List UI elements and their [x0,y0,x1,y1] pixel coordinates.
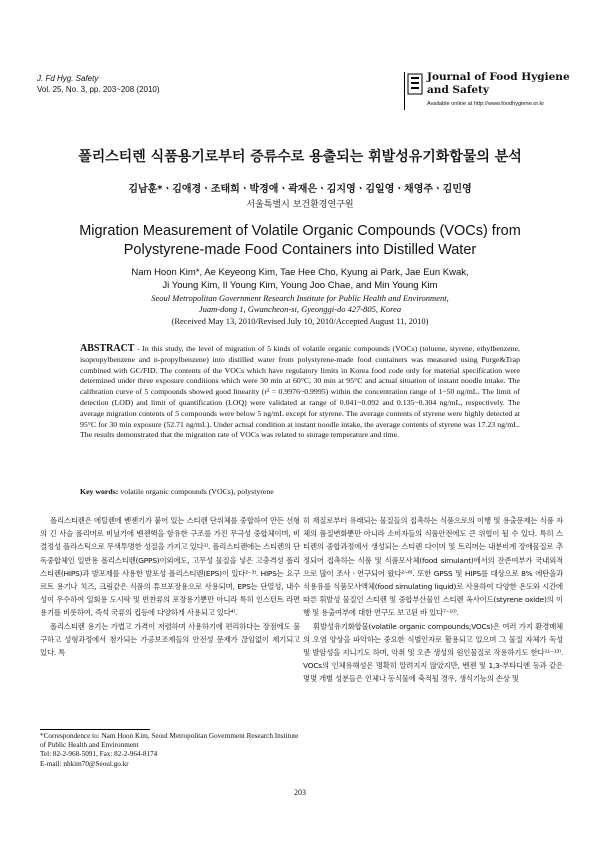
footnote-line2: Tel: 82-2-968-5091, Fax: 82-2-964-8174 [40,750,158,759]
journal-name [427,71,570,97]
correspondence-footnote [40,732,302,769]
journal-abbrev: J. Fd Hyg. Safety [37,74,99,83]
body-paragraph: 폴리스티렌은 에틸렌에 벤젠기가 붙어 있는 스티렌 단위체를 중합하여 만든 선형의 긴 사슬 폴리머로 비닐기에 벤젠핵을 함유한 구조를 가진 무극성 중합체이며, 비결정성 플라스틱으로 무색투명한 성질을 가지고 있다¹⁾. 폴리스티렌에는 스티렌의 단독중합체인 일반용 폴리스티렌(GPPS)이외에도, 고무성 물질을 넣은 고충격성 폴리스티렌(HIPS)과 발포제를 사용한 발포성 폴리스티렌(EPS)이 있다²⁻³⁾. HIPS는 요구르트 용기나 치즈, 크림같은 식품의 튜브포장용으로 사용되며, EPS는 단열성, 내수성이 우수하여 일회용 도시락 및 반찬류의 포장용기뿐만 아니라 특히 인스턴트 라면 용기를 비롯하여, 즉석 국류의 컵등에 다양하게 사용되고 있다⁴⁾. [40,516,300,618]
english-authors [0,266,600,292]
english-authors-line1: Nam Hoon Kim*, Ae Keyeong Kim, Tae Hee Cho, Kyung ai Park, Jae Eun Kwak, [131,267,469,278]
journal-name-line1: Journal of Food Hygiene [427,71,570,83]
korean-title: 폴리스티렌 식품용기로부터 증류수로 용출되는 휘발성유기화합물의 분석 [78,149,522,165]
volume-info: Vol. 25, No. 3, pp. 203~208 (2010) [37,85,160,94]
footnote-email: E-mail: nhkim70@Seoul.go.kr [40,759,129,768]
english-authors-line2: Ji Young Kim, Il Young Kim, Young Joo Chae, and Min Young Kim [162,280,438,291]
english-affil-line2: Juam-dong 1, Gwancheon-si, Gyeonggi-do 427-805, Korea [198,304,402,314]
body-column-right [303,514,563,686]
english-affil-line1: Seoul Metropolitan Government Research Institute for Public Health and Environment, [151,293,449,303]
korean-authors: 김남훈*ㆍ김애경ㆍ조태희ㆍ박경애ㆍ곽재은ㆍ김지영ㆍ김일영ㆍ채영주ㆍ김민영 [128,184,472,195]
abstract-heading: ABSTRACT [80,343,135,354]
abstract-text: - In this study, the level of migration of 5 kinds of volatile organic compounds (VOCs) (toluene, styrene, ethylbenzene, isopropylbenzene and n-propylbenzene) into distilled water from polystyrene-made food containers was measured using Purge&Trap combined with GC/FID. The contents of the VOCs which have regulatory limits in Korea food code only for material specification were determined under three exposure conditions which were 30 min at 60°C, 30 min at 95°C and actual situation of instant noodle intake. The calibration curve of 5 compounds showed good linearity (r² = 0.9976~0.9995) within the concentration range of 1~50 ng/mL. The limit of detection (LOD) and limit of quantification (LOQ) were validated at range of 0.041~0.092 and 0.135~0.304 ng/mL, respectively. The average migration contents of 5 compounds were below 5 ng/mL except for styrene. The average contents of styrene were highly detected at 95°C for 30 min exposure (52.71 ng/mL). Under actual condition at instant noodle intake, the average contents of styrene was 17.23 ng/mL. The results demonstrated that the migration rate of VOCs was related to storage temperature and time. [80,344,520,440]
body-paragraph: 히 재질로부터 유래되는 물질들의 접촉하는 식품으로의 이행 및 용출문제는 식품 자체의 품질변화뿐만 아니라 소비자들의 식품안전에도 큰 위협이 될 수 있다. 특히 스티렌의 중합과정에서 생성되는 스티렌 다이머 및 트리머는 내분비계 장애물질로 추정되어 접촉하는 식품 및 식품모사체(food simulant)에서의 잔존여부가 국내외적으로 많이 조사ㆍ연구되어 왔다²⁻⁶⁾. 또한 GPSS 및 HIPS를 대상으로 8% 에탄올과 식용유를 식품모사액체(food simulating liquid)로 사용하여 다양한 온도와 시간에 따른 휘발성 물질인 스티렌 및 중합부산물인 스티렌 옥사이드(styrene oxide)의 이행 및 용출여부에 대한 연구도 보고된 바 있다⁷⁻¹⁰⁾. [303,516,563,618]
keywords-label: Key words: [80,487,119,496]
body-column-left [40,514,300,659]
journal-name-line2: and Safety [427,84,489,96]
page-number: 203 [294,788,306,797]
english-affiliation [0,293,600,315]
abstract [80,344,520,441]
footnote-rule [40,729,150,730]
keywords-text: volatile organic compounds (VOCs), polystyrene [118,487,274,496]
received-dates: (Received May 13, 2010/Revised July 10, 2010/Accepted August 11, 2010) [171,316,429,326]
english-title-line1: Migration Measurement of Volatile Organic Compounds (VOCs) from [79,223,521,239]
journal-citation [37,73,160,95]
online-note: Available online at http://www.foodhygiene.or.kr [427,101,545,107]
english-title-line2: Polystyrene-made Food Containers into Distilled Water [123,242,477,258]
body-paragraph: 폴리스티렌 용기는 가볍고 가격이 저렴하며 사용하기에 편리하다는 장점에도 불구하고 성형과정에서 첨가되는 가공보조제들의 안전성 문제가 끊임없이 제기되고 있다. 특 [40,621,300,658]
korean-affiliation: 서울특별시 보건환경연구원 [246,200,354,210]
body-paragraph: 휘발성유기화합물(volatile organic compounds;VOCs)은 여러 가지 환경매체의 오염 양상을 파악하는 중요한 식별인자로 활용되고 있으며 그 물질 자체가 독성 및 발암성을 지니기도 하며, 악취 및 오존 생성의 원인물질로 작용하기도 한다¹¹⁻¹³⁾. VOCs의 인체유해성은 명확히 알려지지 않았지만, 벤젠 및 1,3-부타디엔 등과 같은 몇몇 개별 성분들은 인체나 동식물에 축적될 경우, 생식기능의 손상 및 [303,621,563,684]
footnote-line1: *Correspondence to: Nam Hoon Kim, Seoul Metropolitan Government Research Institute of Public Health and Environment [40,732,299,750]
journal-logo-icon [407,73,423,95]
english-title [0,222,600,260]
keywords [80,487,520,496]
